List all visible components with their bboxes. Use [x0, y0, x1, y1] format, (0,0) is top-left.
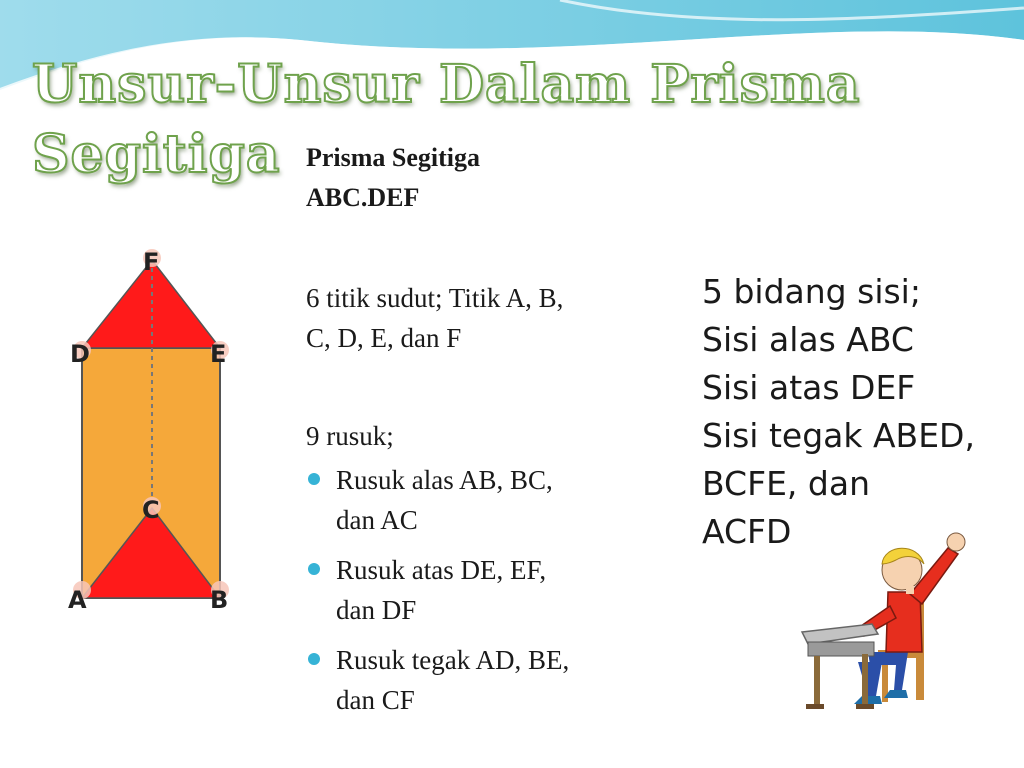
- label-e: E: [210, 340, 227, 368]
- student-raising-hand-illustration: [798, 520, 978, 715]
- list-item: Rusuk atas DE, EF, dan DF: [306, 550, 666, 630]
- prism-details: [306, 138, 666, 730]
- list-item: Rusuk alas AB, BC, dan AC: [306, 460, 666, 540]
- vertices-text: [306, 278, 666, 358]
- faces-line: BCFE, dan: [702, 464, 870, 503]
- faces-text: [702, 268, 1002, 556]
- label-b: B: [210, 586, 229, 614]
- prism-figure: [60, 238, 240, 618]
- heading-line-2: ABC.DEF: [306, 183, 420, 212]
- label-c: C: [142, 496, 160, 524]
- prism-heading: [306, 138, 666, 218]
- vertices-line-2: C, D, E, dan F: [306, 323, 462, 353]
- label-a: A: [68, 586, 87, 614]
- label-d: D: [70, 340, 90, 368]
- title-line-1: Unsur-Unsur Dalam Prisma: [32, 54, 861, 115]
- edges-list: [306, 460, 666, 720]
- vertices-line-1: 6 titik sudut; Titik A, B,: [306, 283, 564, 313]
- faces-line: Sisi atas DEF: [702, 368, 916, 407]
- title-line-2: Segitiga: [32, 124, 281, 185]
- label-f: F: [143, 248, 160, 276]
- edges-intro: 9 rusuk;: [306, 421, 394, 451]
- faces-line: ACFD: [702, 512, 792, 551]
- faces-line: 5 bidang sisi;: [702, 272, 921, 311]
- faces-line: Sisi alas ABC: [702, 320, 914, 359]
- list-item: Rusuk tegak AD, BE, dan CF: [306, 640, 666, 720]
- heading-line-1: Prisma Segitiga: [306, 143, 481, 172]
- faces-line: Sisi tegak ABED,: [702, 416, 975, 455]
